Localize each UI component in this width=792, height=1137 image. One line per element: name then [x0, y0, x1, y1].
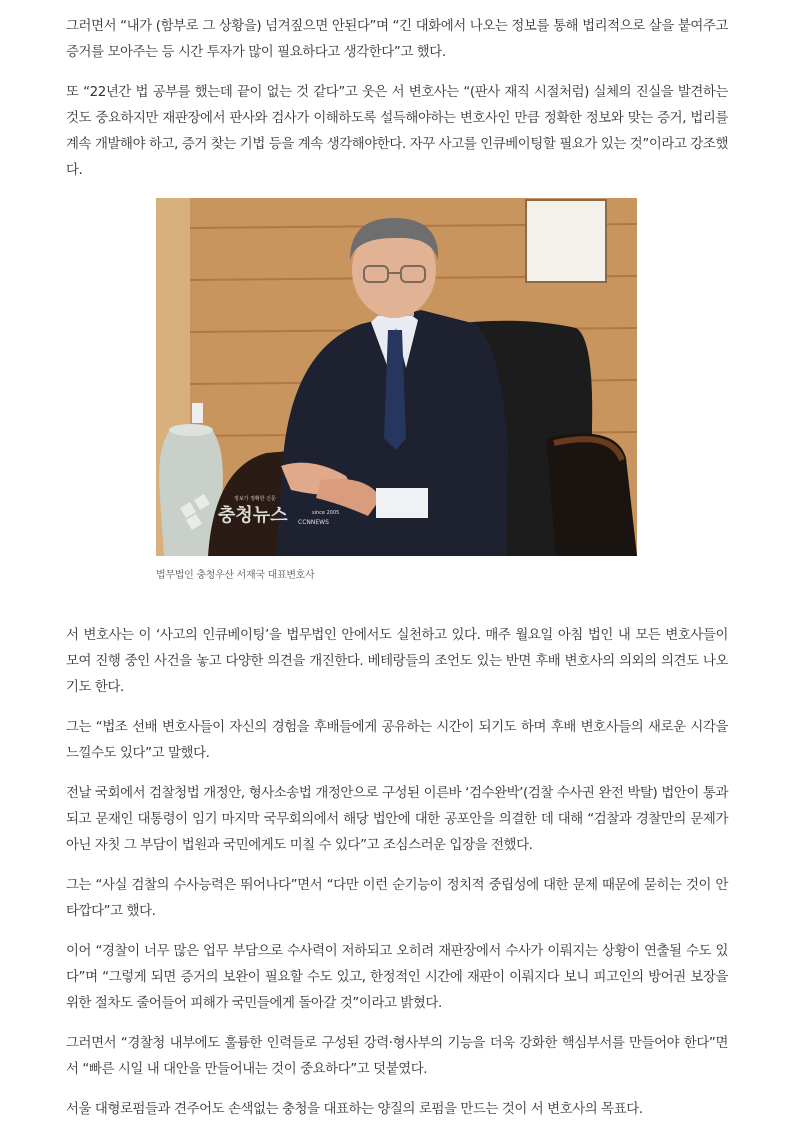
article-paragraph: 그는 “법조 선배 변호사들이 자신의 경험을 후배들에게 공유하는 시간이 되기도 하며 후배 변호사들의 새로운 시각을 느낄수도 있다”고 말했다.: [66, 720, 728, 761]
photo-caption: 법무법인 충청우산 서재국 대표변호사: [156, 570, 315, 581]
wall-socket: [192, 403, 203, 423]
article-paragraph: 이어 “경찰이 너무 많은 업무 부담으로 수사력이 저하되고 오히려 재판장에서 수사가 이뤄지는 상황이 연출될 수도 있다”며 “그렇게 되면 증거의 보완이 필요할 수도 있고, 한정적인 시간에 재판이 이뤄지다 보니 피고인의 방어권 보장을 위한 절차도 줄어들어 피해가 국민들에게 돌아갈 것”이라고 밝혔다.: [66, 944, 728, 1011]
shirt-cuff: [376, 488, 428, 518]
chair-right-arm: [546, 434, 637, 557]
article-paragraph: 그러면서 “경찰청 내부에도 훌륭한 인력들로 구성된 강력·형사부의 기능을 더욱 강화한 핵심부서를 만들어야 한다”면서 “빠른 시일 내 대안을 만들어내는 것이 중요하다”고 덧붙였다.: [66, 1036, 728, 1077]
article-paragraph: 또 “22년간 법 공부를 했는데 끝이 없는 것 같다”고 웃은 서 변호사는 “(판사 재직 시절처럼) 실체의 진실을 발견하는 것도 중요하지만 재판장에서 판사와 검사가 이해하도록 설득해야하는 변호사인 만큼 정확한 정보와 맞는 증거, 법리를 계속 개발해야 하고, 증거 찾는 기법 등을 계속 생각해야한다. 자꾸 사고를 인큐베이팅할 필요가 있는 것”이라고 강조했다.: [66, 85, 728, 178]
article-paragraph: 서울 대형로펌들과 견주어도 손색없는 충청을 대표하는 양질의 로펌을 만드는 것이 서 변호사의 목표다.: [66, 1102, 643, 1117]
wall-frame: [526, 200, 606, 282]
watermark-since: since 2005: [312, 510, 340, 516]
article-paragraph: 그러면서 “내가 (함부로 그 상황을) 넘겨짚으면 안된다”며 “긴 대화에서 나오는 정보를 통해 법리적으로 살을 붙여주고 증거를 모아주는 등 시간 투자가 많이 필요하다고 생각한다”고 했다.: [66, 19, 728, 60]
lawyer-portrait-photo: [156, 198, 637, 556]
article-figure: [66, 198, 728, 581]
article-paragraph: 그는 “사실 검찰의 수사능력은 뛰어나다”면서 “다만 이런 순기능이 정치적 중립성에 대한 문제 때문에 묻히는 것이 안타깝다”고 했다.: [66, 878, 728, 919]
portrait-illustration: [156, 198, 637, 556]
article-body: [66, 14, 728, 1137]
watermark-logo: 충청뉴스: [218, 505, 288, 526]
article-paragraph: 서 변호사는 이 ‘사고의 인큐베이팅’을 법무법인 안에서도 실천하고 있다. 매주 월요일 아침 법인 내 모든 변호사들이 모여 진행 중인 사건을 놓고 다양한 의견을 개진한다. 베테랑들의 조언도 있는 반면 후배 변호사의 의외의 의견도 나오기도 한다.: [66, 628, 728, 695]
watermark-brand: CCNNEWS: [298, 519, 329, 526]
article-paragraph: 전날 국회에서 검찰청법 개정안, 형사소송법 개정안으로 구성된 이른바 ‘검수완박’(검찰 수사권 완전 박탈) 법안이 통과되고 문재인 대통령이 임기 마지막 국무회의에서 해당 법안에 대한 공포안을 의결한 데 대해 “검찰과 경찰만의 문제가 아닌 자칫 그 부담이 법원과 국민에게도 미칠 수 있다”고 조심스러운 입장을 전했다.: [66, 786, 728, 853]
watermark-tagline: 정보가 정확한 신문: [234, 496, 276, 502]
